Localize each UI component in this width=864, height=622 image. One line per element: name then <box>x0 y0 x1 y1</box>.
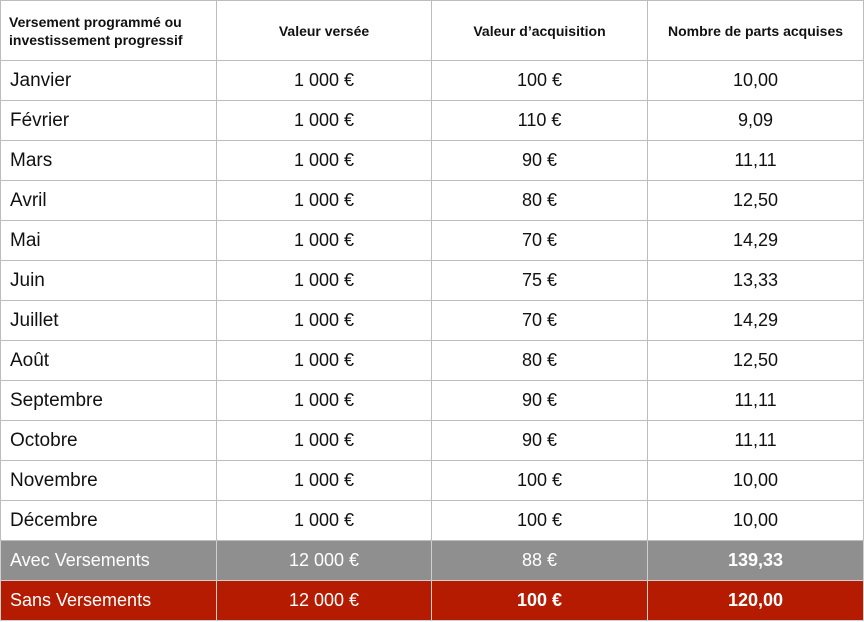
nombre-parts-cell: 10,00 <box>648 461 864 501</box>
valeur-acquisition-cell: 75 € <box>432 261 648 301</box>
valeur-versee-cell: 1 000 € <box>217 381 432 421</box>
month-cell: Octobre <box>1 421 217 461</box>
month-cell: Juin <box>1 261 217 301</box>
table-row <box>1 101 864 141</box>
valeur-acquisition-cell: 90 € <box>432 381 648 421</box>
month-cell: Avril <box>1 181 217 221</box>
valeur-acquisition-cell: 90 € <box>432 141 648 181</box>
table-row <box>1 301 864 341</box>
table-row <box>1 141 864 181</box>
valeur-versee-cell: 1 000 € <box>217 181 432 221</box>
total-valeur-acquisition: 100 € <box>432 581 648 621</box>
nombre-parts-cell: 11,11 <box>648 381 864 421</box>
nombre-parts-cell: 11,11 <box>648 421 864 461</box>
total-label: Sans Versements <box>1 581 217 621</box>
nombre-parts-cell: 13,33 <box>648 261 864 301</box>
total-row-sans-versements <box>1 581 864 621</box>
total-nombre-parts: 120,00 <box>648 581 864 621</box>
nombre-parts-cell: 14,29 <box>648 301 864 341</box>
table-row <box>1 381 864 421</box>
header-row <box>1 1 864 61</box>
month-cell: Novembre <box>1 461 217 501</box>
table-row <box>1 341 864 381</box>
valeur-versee-cell: 1 000 € <box>217 101 432 141</box>
valeur-versee-cell: 1 000 € <box>217 421 432 461</box>
valeur-versee-cell: 1 000 € <box>217 221 432 261</box>
month-cell: Août <box>1 341 217 381</box>
nombre-parts-cell: 11,11 <box>648 141 864 181</box>
valeur-acquisition-cell: 90 € <box>432 421 648 461</box>
total-label: Avec Versements <box>1 541 217 581</box>
month-cell: Février <box>1 101 217 141</box>
valeur-versee-cell: 1 000 € <box>217 141 432 181</box>
total-valeur-acquisition: 88 € <box>432 541 648 581</box>
valeur-acquisition-cell: 110 € <box>432 101 648 141</box>
valeur-versee-cell: 1 000 € <box>217 301 432 341</box>
table-row <box>1 261 864 301</box>
valeur-acquisition-cell: 80 € <box>432 341 648 381</box>
nombre-parts-cell: 10,00 <box>648 501 864 541</box>
valeur-acquisition-cell: 100 € <box>432 61 648 101</box>
month-cell: Mars <box>1 141 217 181</box>
total-row-avec-versements <box>1 541 864 581</box>
table-row <box>1 181 864 221</box>
table-row <box>1 501 864 541</box>
total-nombre-parts: 139,33 <box>648 541 864 581</box>
valeur-versee-cell: 1 000 € <box>217 341 432 381</box>
month-cell: Décembre <box>1 501 217 541</box>
header-versement: Versement programmé ou investissement progressif <box>1 1 217 61</box>
header-valeur-versee: Valeur versée <box>217 1 432 61</box>
nombre-parts-cell: 9,09 <box>648 101 864 141</box>
total-valeur-versee: 12 000 € <box>217 541 432 581</box>
month-cell: Septembre <box>1 381 217 421</box>
nombre-parts-cell: 14,29 <box>648 221 864 261</box>
valeur-versee-cell: 1 000 € <box>217 501 432 541</box>
header-nombre-parts: Nombre de parts acquises <box>648 1 864 61</box>
month-cell: Janvier <box>1 61 217 101</box>
month-cell: Mai <box>1 221 217 261</box>
total-valeur-versee: 12 000 € <box>217 581 432 621</box>
nombre-parts-cell: 10,00 <box>648 61 864 101</box>
table-row <box>1 421 864 461</box>
valeur-acquisition-cell: 100 € <box>432 461 648 501</box>
table-row <box>1 461 864 501</box>
valeur-acquisition-cell: 70 € <box>432 221 648 261</box>
valeur-acquisition-cell: 80 € <box>432 181 648 221</box>
table-row <box>1 221 864 261</box>
valeur-acquisition-cell: 70 € <box>432 301 648 341</box>
valeur-versee-cell: 1 000 € <box>217 461 432 501</box>
nombre-parts-cell: 12,50 <box>648 181 864 221</box>
table-row <box>1 61 864 101</box>
valeur-versee-cell: 1 000 € <box>217 61 432 101</box>
valeur-versee-cell: 1 000 € <box>217 261 432 301</box>
valeur-acquisition-cell: 100 € <box>432 501 648 541</box>
nombre-parts-cell: 12,50 <box>648 341 864 381</box>
header-valeur-acquisition: Valeur d’acquisition <box>432 1 648 61</box>
month-cell: Juillet <box>1 301 217 341</box>
